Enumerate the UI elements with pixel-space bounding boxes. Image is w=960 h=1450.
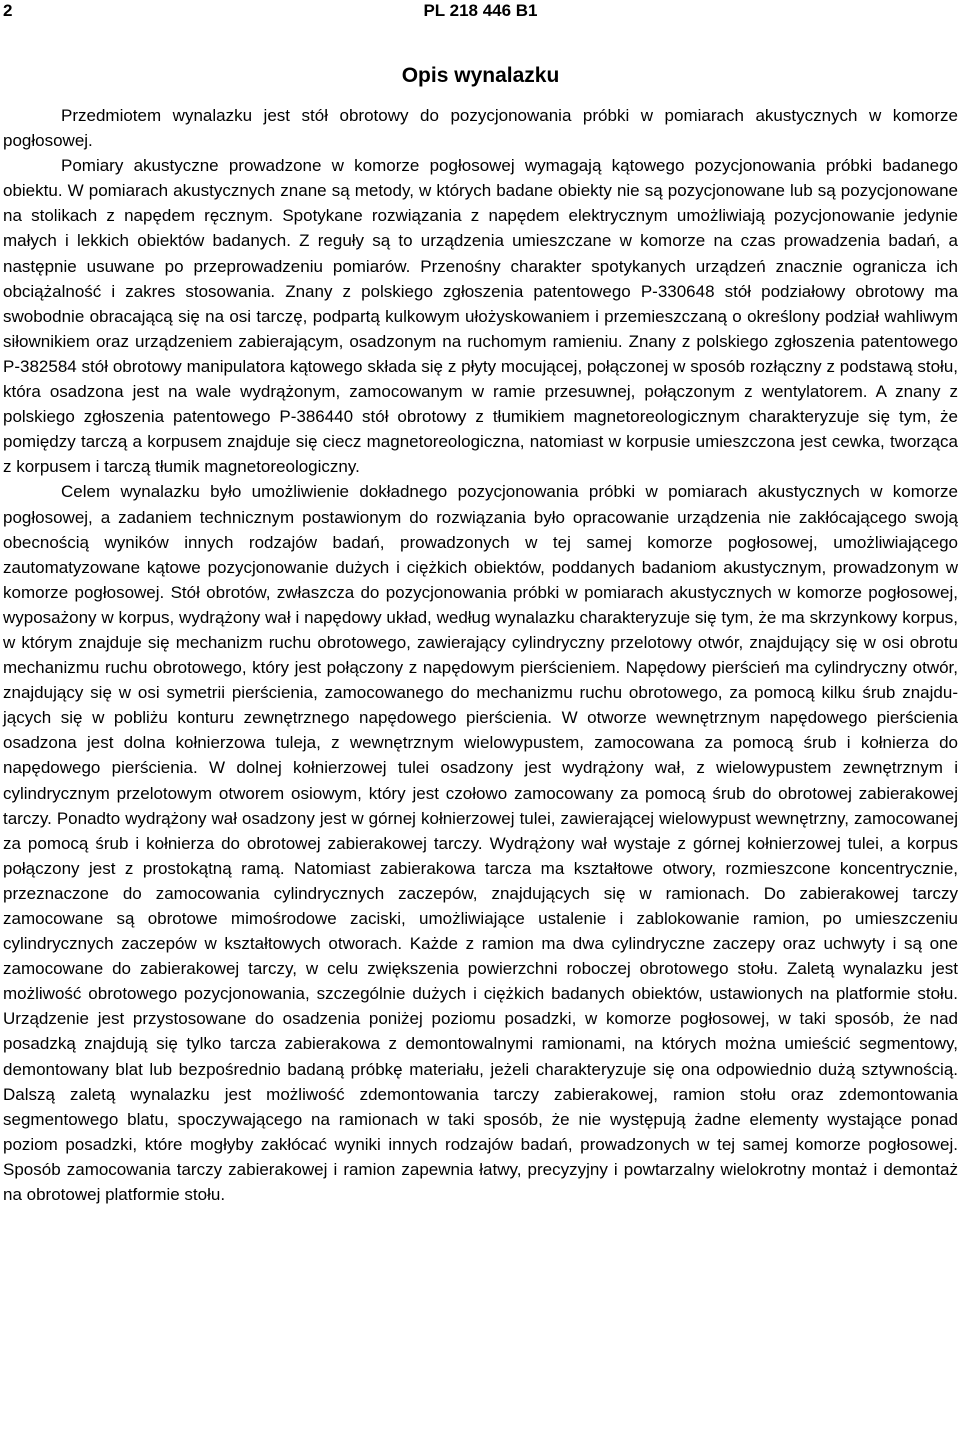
page-header <box>3 0 958 22</box>
patent-number: PL 218 446 B1 <box>423 1 538 20</box>
paragraph-subject: Przedmiotem wynalazku jest stół obrotowy do pozycjonowania próbki w pomiarach akustycznych w komorze pogłosowej. <box>3 106 958 151</box>
paragraph-background: Pomiary akustyczne prowadzone w komorze pogłosowej wymagają kątowego pozycjonowania próbki badanego obiektu. W pomiarach akustycznych znane są metody, w których badane obiekty nie są pozycjonowane lub są pozycjonowane na stolikach z napędem ręcznym. Spotykane rozwiązania z napędem elektrycznym umożliwiają pozycjonowanie jedynie małych i lekkich obiektów badanych. Z reguły są to urządzenia umieszczane w komorze na czas prowadzenia badań, a następnie usuwane po przeprowadzeniu pomiarów. Przenośny charakter spotykanych urządzeń znacznie ogranicza ich obciążalność i zakres stosowania. Znany z polskiego zgłoszenia patentowego P-330648 stół podziałowy obrotowy ma swobodnie obracającą się na osi tarczę, podpartą kulkowym ułożyskowaniem i przemieszczaną o określony podział wahliwym siłownikiem oraz urządzeniem zabierającym, osadzonym na ruchomym ramieniu. Znany z polskiego zgłoszenia patentowego P-382584 stół obrotowy manipulatora kątowego składa się z płyty mocującej, połączonej w sposób rozłączny z podstawą stołu, która osadzona jest na wale wydrążonym, zamocowanym w ramie przesuwnej, połączonym z wentylatorem. A znany z polskiego zgłoszenia patentowego P-386440 stół obrotowy z tłumikiem magnetoreologicznym charakteryzuje się tym, że pomiędzy tarczą a korpusem znajduje się ciecz magnetoreologiczna, natomiast w korpusie umieszczona jest cewka, tworząca z korpusem i tarczą tłumik magnetoreologiczny. <box>3 156 958 477</box>
paragraph-invention: Celem wynalazku było umożliwienie dokładnego pozycjonowania próbki w pomiarach akustycznych w komorze pogłosowej, a zadaniem technicznym postawionym do rozwiązania było opracowanie urządzenia nie zakłócającego swoją obecnością wyników innych rodzajów badań, prowadzonych w tej samej komorze pogłosowej, umożliwiającego zautomatyzowane kątowe pozycjonowanie dużych i ciężkich obiektów, poddanych badaniom akustycznym, prowadzonym w komorze pogłosowej. Stół obrotów, zwłaszcza do pozycjonowania próbki w pomiarach akustycznych w komorze pogłosowej, wyposażony w korpus, wydrążony wał i napędowy układ, według wynalazku charakteryzuje się tym, że ma skrzynkowy korpus, w którym znajduje się mechanizm ruchu obrotowego, zawierający cylindryczny przelotowy otwór, znajdujący się w osi obrotu mechanizmu ruchu obrotowego, który jest połączony z napędowym pierścieniem. Napędowy pierścień ma cylindryczny otwór, znajdujący się w osi symetrii pierścienia, zamocowanego do mechanizmu ruchu obrotowego, za pomocą kilku śrub znajdujących się w pobliżu konturu zewnętrznego napędowego pierścienia. W otworze wewnętrznym napędowego pierścienia osadzona jest dolna kołnierzowa tuleja, z wewnętrznym wielowypustem, zamocowana za pomocą śrub i kołnierza do napędowego pierścienia. W dolnej kołnierzowej tulei osadzony jest wydrążony wał, z wielowypustem zewnętrznym i cylindrycznym przelotowym otworem osiowym, który jest czołowo zamocowany za pomocą śrub do obrotowej zabierakowej tarczy. Ponadto wydrążony wał osadzony jest w górnej kołnierzowej tulei, zawierającej wielowypust wewnętrzny, zamocowanej za pomocą śrub i kołnierza do obrotowej zabierakowej tarczy. Wydrążony wał wystaje z górnej kołnierzowej tulei, a korpus połączony jest z prostokątną ramą. Natomiast zabierakowa tarcza ma kształtowe otwory, rozmieszcone koncentrycznie, przeznaczone do zamocowania cylindrycznych zaczepów, znajdujących się w ramionach. Do zabierakowej tarczy zamocowane są obrotowe mimośrodowe zaciski, umożliwiające ustalenie i zablokowanie ramion, po umieszczeniu cylindrycznych zaczepów w kształtowych otworach. Każde z ramion ma dwa cylindryczne zaczepy oraz uchwyty i są one zamocowane do zabierakowej tarczy, w celu zwiększenia powierzchni roboczej obrotowego stołu. Zaletą wynalazku jest możliwość obrotowego pozycjonowania, szczególnie dużych i ciężkich badanych obiektów, ustawionych na platformie stołu. Urządzenie jest przystosowane do osadzenia poniżej poziomu posadzki, w komorze pogłosowej, w taki sposób, że nad posadzką znajdują się tylko tarcza zabierakowa z demontowalnymi ramionami, na których można umieścić segmentowy, demontowany blat lub bezpośrednio badaną próbkę materiału, jeżeli charakteryzuje się ona odpowiednio dużą sztywnością. Dalszą zaletą wynalazku jest możliwość zdemontowania tarczy zabierakowej, ramion stołu oraz zdemontowania segmentowego blatu, spoczywającego na ramionach w taki sposób, że nie występują żadne elementy wystające ponad poziom posadzki, które mogłyby zakłócać wyniki innych rodzajów badań, prowadzonych w tej samej komorze pogłosowej. Sposób zamocowania tarczy zabierakowej i ramion zapewnia łatwy, precyzyjny i powtarzalny wielokrotny montaż i demontaż na obrotowej platformie stołu. <box>3 482 958 1205</box>
document-title: Opis wynalazku <box>401 64 560 87</box>
page-number: 2 <box>3 1 13 20</box>
document-body <box>3 103 958 1207</box>
